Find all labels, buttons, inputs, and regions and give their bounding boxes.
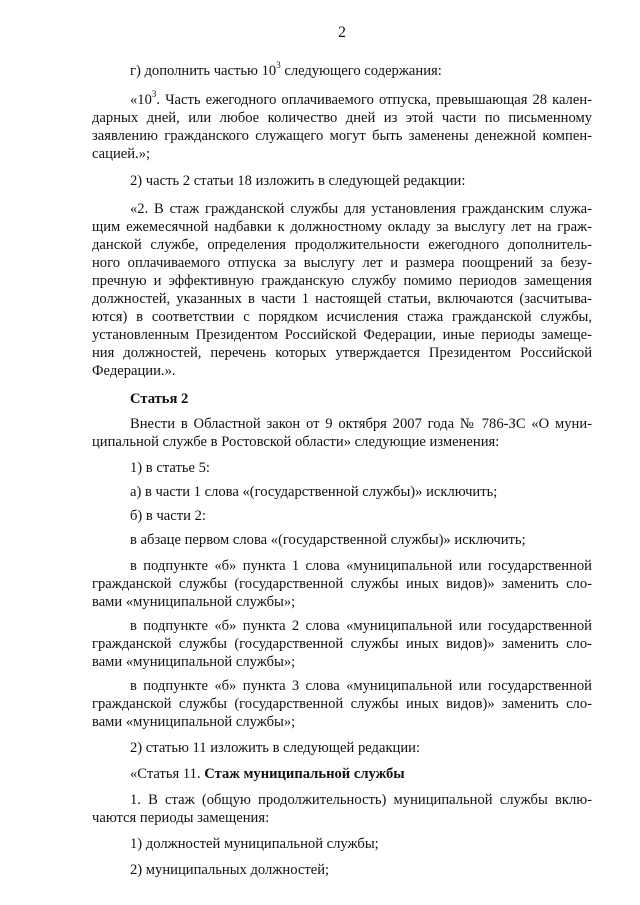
article-heading: Статья 2 xyxy=(130,391,189,407)
superscript: 3 xyxy=(151,89,157,100)
text-line: в абзаце первом слова «(государственной службы)» исключить; xyxy=(130,532,526,548)
text-line: 1. В стаж (общую продолжительность) муниципальной службы вклю- xyxy=(130,792,592,808)
text-line: дарных дней, или любое количество дней из этой части по письменному xyxy=(92,110,592,126)
text-line: Внести в Областной закон от 9 октября 2007 года № 786-ЗС «О муни- xyxy=(130,416,592,432)
text-line: 2) статью 11 изложить в следующей редакции: xyxy=(130,740,421,756)
article-11-heading: «Статья 11. Стаж муниципальной службы xyxy=(130,766,405,782)
text-line: гражданской службы (государственной службы иных видов)» заменить сло- xyxy=(92,636,592,652)
text-line: в подпункте «б» пункта 3 слова «муниципальной или государственной xyxy=(130,678,592,694)
text-line: ния должностей, перечень которых утверждается Президентом Российской xyxy=(92,345,592,361)
text-line: 2) часть 2 статьи 18 изложить в следующей редакции: xyxy=(130,173,466,189)
superscript: 3 xyxy=(276,60,281,71)
text-line: г) дополнить частью $10^3$ следующего содержания: xyxy=(130,60,442,79)
text-line: чаются периоды замещения: xyxy=(92,810,270,826)
text-line: вами «муниципальной службы»; xyxy=(92,594,296,610)
text-line: а) в части 1 слова «(государственной службы)» исключить; xyxy=(130,484,498,500)
text-line: данской службе, определения продолжительности ежегодного дополнитель- xyxy=(92,237,592,253)
text-line: б) в части 2: xyxy=(130,508,206,524)
text-line: щим ежемесячной надбавки к должностному окладу за выслугу лет на граж- xyxy=(92,219,592,235)
text-line: сацией.»; xyxy=(92,146,151,162)
text-line: ного оплачиваемого отпуска за выслугу лет и размера поощрений за безу- xyxy=(92,255,592,271)
text-line: установленным Президентом Российской Федерации, иные периоды замеще- xyxy=(92,327,592,343)
text-line: Федерации.». xyxy=(92,363,176,379)
text-line: в подпункте «б» пункта 1 слова «муниципальной или государственной xyxy=(130,558,592,574)
text-line: «$10^3$. Часть ежегодного оплачиваемого отпуска, превышающая 28 кален- xyxy=(130,89,592,108)
page-number: 2 xyxy=(338,24,346,41)
text-line: ются) в соответствии с порядком исчисления стажа гражданской службы, xyxy=(92,309,592,325)
text-line: вами «муниципальной службы»; xyxy=(92,654,296,670)
text-line: должностей, указанных в части 1 настоящей статьи, включаются (засчитыва- xyxy=(92,291,592,307)
text-line: заявлению гражданского служащего могут быть заменены денежной компен- xyxy=(92,128,592,144)
text-line: ципальной службе в Ростовской области» следующие изменения: xyxy=(92,434,500,450)
text-line: гражданской службы (государственной службы иных видов)» заменить сло- xyxy=(92,576,592,592)
text-line: 1) в статье 5: xyxy=(130,460,210,476)
text-line: «2. В стаж гражданской службы для установления гражданским служа- xyxy=(130,201,592,217)
text-line: 1) должностей муниципальной службы; xyxy=(130,836,379,852)
text-line: гражданской службы (государственной службы иных видов)» заменить сло- xyxy=(92,696,592,712)
text-line: вами «муниципальной службы»; xyxy=(92,714,296,730)
text-line: пречную и эффективную гражданскую службу помимо периодов замещения xyxy=(92,273,592,289)
text-line: в подпункте «б» пункта 2 слова «муниципальной или государственной xyxy=(130,618,592,634)
text-line: 2) муниципальных должностей; xyxy=(130,862,330,878)
